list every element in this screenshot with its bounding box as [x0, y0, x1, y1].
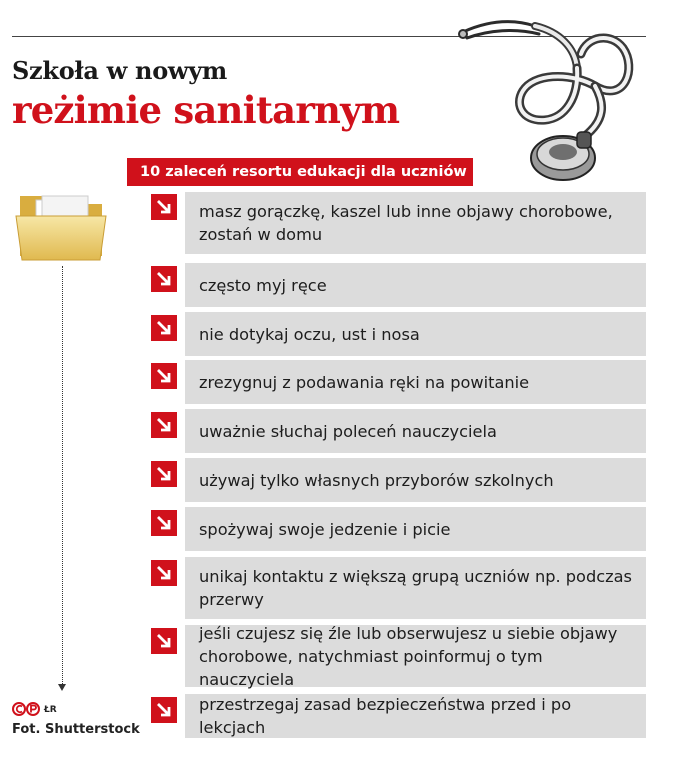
arrow-down-right-icon [151, 412, 177, 438]
arrow-down-right-icon [151, 363, 177, 389]
photo-credit: Fot. Shutterstock [12, 722, 140, 737]
arrow-down-right-icon [151, 315, 177, 341]
list-item-text: nie dotykaj oczu, ust i nosa [199, 324, 420, 344]
list-item-text: spożywaj swoje jedzenie i picie [199, 519, 451, 539]
guide-arrow-icon [58, 684, 66, 691]
stethoscope-illustration [455, 8, 665, 198]
list-header-banner: 10 zaleceń resortu edukacji dla uczniów [127, 158, 473, 186]
folder-icon [14, 182, 110, 264]
list-item-text: przestrzegaj zasad bezpieczeństwa przed i po lekcjach [199, 695, 572, 737]
list-item-text: unikaj kontaktu z większą grupą uczniów np. podczas przerwy [199, 567, 632, 609]
arrow-down-right-icon [151, 628, 177, 654]
arrow-down-right-icon [151, 697, 177, 723]
arrow-down-right-icon [151, 560, 177, 586]
list-item-text: masz gorączkę, kaszel lub inne objawy chorobowe, zostań w domu [199, 202, 613, 244]
author-initials: ŁR [44, 705, 57, 715]
title-line-1: Szkoła w nowym [12, 56, 228, 85]
arrow-down-right-icon [151, 194, 177, 220]
arrow-down-right-icon [151, 266, 177, 292]
arrow-down-right-icon [151, 510, 177, 536]
dotted-guide-line [62, 266, 63, 686]
list-item-text: uważnie słuchaj poleceń nauczyciela [199, 421, 497, 441]
list-item-text: zrezygnuj z podawania ręki na powitanie [199, 372, 530, 392]
arrow-down-right-icon [151, 461, 177, 487]
list-item-text: używaj tylko własnych przyborów szkolnych [199, 470, 554, 490]
list-item-text: jeśli czujesz się źle lub obserwujesz u siebie objawy chorobowe, natychmiast poinformuj o tym nauczyciela [199, 623, 618, 689]
title-line-2: reżimie sanitarnym [12, 88, 400, 132]
list-item-text: często myj ręce [199, 275, 327, 295]
